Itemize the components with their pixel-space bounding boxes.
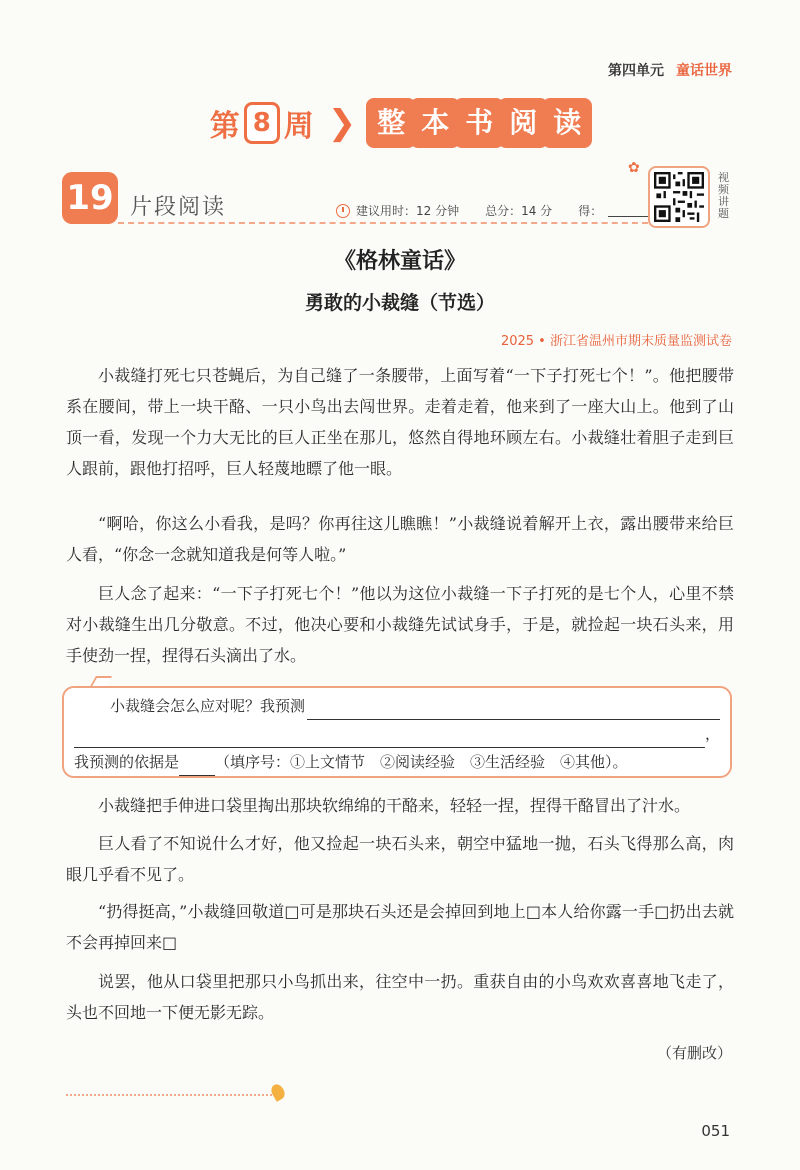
paragraph: 小裁缝把手伸进口袋里掏出那块软绵绵的干酪来，轻轻一捏，捏得干酪冒出了汁水。 <box>98 796 691 815</box>
week-suffix: 周 <box>283 109 314 144</box>
unit-label: 第四单元 <box>608 63 664 79</box>
topic-char: 本 <box>412 100 458 146</box>
paragraph: “扔得挺高，”小裁缝回敬道□可是那块石头还是会掉回到地上□本人给你露一手□扔出去就不会再掉回来□ <box>66 902 734 952</box>
section-divider <box>118 222 648 224</box>
topic-char: 阅 <box>500 100 546 146</box>
story-title: 勇敢的小裁缝（节选） <box>304 292 495 314</box>
sprout-icon: ✿ <box>628 160 640 176</box>
basis-options: （填序号：①上文情节 ②阅读经验 ③生活经验 ④其他）。 <box>215 753 628 771</box>
week-number: 8 <box>244 102 280 144</box>
paragraph: 巨人看了不知说什么才好，他又捡起一块石头来，朝空中猛地一抛，石头飞得那么高，肉眼几乎看不见了。 <box>66 834 734 884</box>
score-label: 得： <box>578 204 603 218</box>
chevron-right-icon: ❯ <box>327 103 357 143</box>
week-prefix: 第 <box>209 109 240 144</box>
line-end: ， <box>704 725 720 743</box>
score-blank[interactable] <box>608 204 648 217</box>
section-meta <box>336 202 666 219</box>
leaf-icon <box>269 1082 287 1102</box>
topic-char: 整 <box>368 100 414 146</box>
question-box <box>62 686 732 778</box>
question-prompt: 小裁缝会怎么应对呢？我预测 <box>110 697 306 715</box>
paragraph: 说罢，他从口袋里把那只小鸟抓出来，往空中一扔。重获自由的小鸟欢欢喜喜地飞走了，头也不回地一下便无影无踪。 <box>66 972 734 1022</box>
prediction-blank[interactable] <box>307 699 720 720</box>
unit-theme: 童话世界 <box>676 63 732 79</box>
section-title: 片段阅读 <box>130 195 227 220</box>
paragraph: 小裁缝打死七只苍蝇后，为自己缝了一条腰带，上面写着“一下子打死七个！”。他把腰带系在腰间，带上一块干酪、一只小鸟出去闯世界。走着走着，他来到了一座大山上。他到了山顶一看，发现一个力大无比的巨人正坐在那儿，悠然自得地环顾左右。小裁缝壮着胆子走到巨人跟前，跟他打招呼，巨人轻蔑地瞟了他一眼。 <box>66 366 734 478</box>
qr-code-icon <box>654 172 704 222</box>
paragraph: 巨人念了起来：“一下子打死七个！”他以为这位小裁缝一下子打死的是七个人，心里不禁对小裁缝生出几分敬意。不过，他决心要和小裁缝先试试身手，于是，就捡起一块石头来，用手使劲一捏，捏得石头滴出了水。 <box>66 584 734 665</box>
clock-icon <box>336 204 350 218</box>
basis-blank[interactable] <box>179 755 215 776</box>
paragraph: “啊哈，你这么小看我，是吗？你再往这儿瞧瞧！”小裁缝说着解开上衣，露出腰带来给巨人看，“你念一念就知道我是何等人啦。” <box>66 514 734 564</box>
week-banner <box>0 100 800 146</box>
topic-char: 读 <box>544 100 590 146</box>
book-title: 《格林童话》 <box>333 249 466 274</box>
basis-prefix: 我预测的依据是 <box>74 753 180 771</box>
footer-divider <box>66 1094 276 1096</box>
time-label: 建议用时：12 分钟 <box>356 204 460 218</box>
total-label: 总分：14 分 <box>485 204 553 218</box>
page-number: 051 <box>701 1122 730 1140</box>
unit-header <box>608 60 732 80</box>
section-number: 19 <box>62 172 118 224</box>
topic-char: 书 <box>456 100 502 146</box>
qr-label: 视频讲题 <box>718 171 729 220</box>
source-label: 2025 • 浙江省温州市期末质量监测试卷 <box>500 334 732 349</box>
qr-code[interactable] <box>648 166 710 228</box>
prediction-blank-2[interactable] <box>74 727 705 748</box>
edit-note: （有删改） <box>656 1044 732 1062</box>
